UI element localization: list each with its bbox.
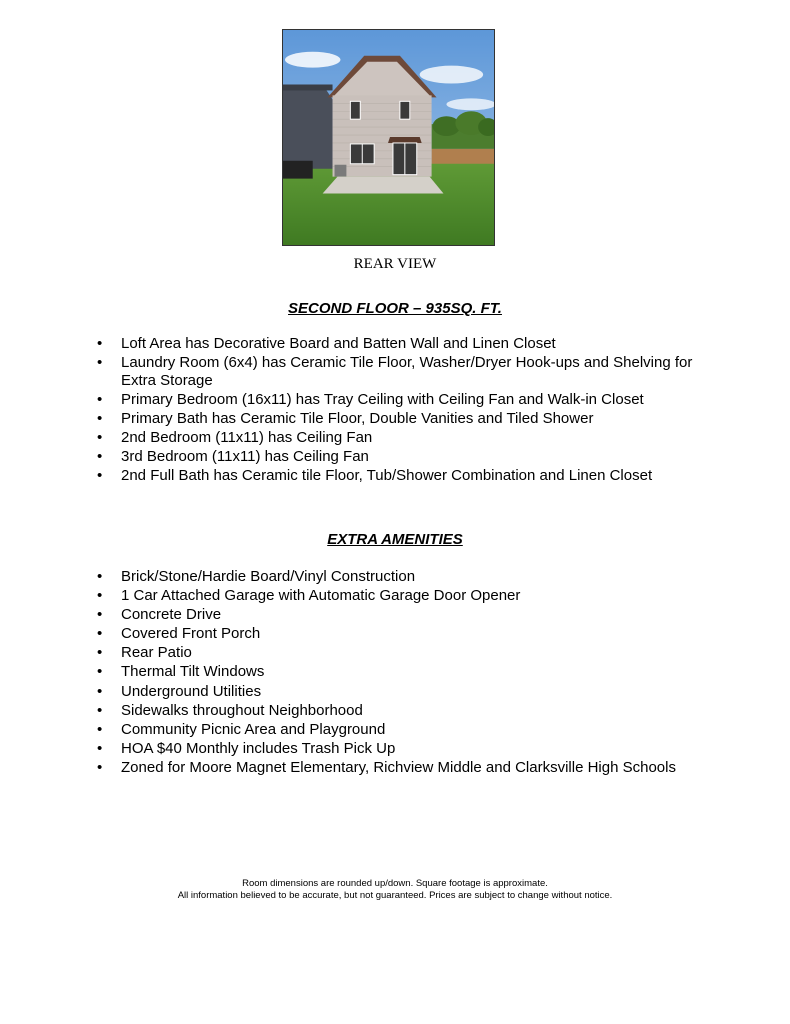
list-item-text: Laundry Room (6x4) has Ceramic Tile Floor, Washer/Dryer Hook-ups and Shelving for Extra Storage	[121, 354, 693, 389]
list-item-text: Thermal Tilt Windows	[121, 663, 265, 681]
list-item-text: Covered Front Porch	[121, 625, 261, 643]
list-item-text: Community Picnic Area and Playground	[121, 720, 386, 738]
bullet-icon: •	[97, 335, 103, 352]
list-item	[97, 740, 707, 758]
bullet-icon: •	[97, 447, 103, 465]
list-item	[97, 644, 707, 662]
bullet-icon: •	[97, 409, 103, 427]
list-item	[97, 354, 707, 389]
footer-disclaimer	[0, 878, 790, 902]
list-item-text: Rear Patio	[121, 644, 192, 662]
bullet-icon: •	[97, 644, 103, 662]
list-item	[97, 721, 707, 739]
list-item	[97, 702, 707, 720]
extra-amenities-heading: EXTRA AMENITIES	[327, 531, 463, 548]
list-item	[97, 663, 707, 681]
bullet-icon: •	[97, 467, 103, 485]
list-item-text: 1 Car Attached Garage with Automatic Garage Door Opener	[121, 587, 521, 605]
bullet-icon: •	[97, 739, 103, 757]
extra-amenities-list	[97, 568, 707, 778]
photo-caption: REAR VIEW	[353, 256, 437, 272]
second-floor-list	[97, 335, 707, 486]
bullet-icon: •	[97, 428, 103, 446]
list-item-text: Sidewalks throughout Neighborhood	[121, 701, 363, 719]
bullet-icon: •	[97, 568, 103, 585]
list-item	[97, 625, 707, 643]
list-item	[97, 568, 707, 586]
list-item	[97, 335, 707, 353]
list-item-text: Concrete Drive	[121, 606, 222, 624]
list-item-text: Brick/Stone/Hardie Board/Vinyl Construction	[121, 568, 416, 585]
bullet-icon: •	[97, 663, 103, 681]
bullet-icon: •	[97, 587, 103, 605]
bullet-icon: •	[97, 720, 103, 738]
list-item	[97, 683, 707, 701]
bullet-icon: •	[97, 390, 103, 408]
bullet-icon: •	[97, 758, 103, 776]
house-rear-illustration	[283, 30, 494, 245]
list-item	[97, 587, 707, 605]
second-floor-heading: SECOND FLOOR – 935SQ. FT.	[288, 300, 502, 317]
rear-view-photo	[282, 29, 495, 246]
list-item-text: 3rd Bedroom (11x11) has Ceiling Fan	[121, 447, 369, 465]
list-item-text: Zoned for Moore Magnet Elementary, Richview Middle and Clarksville High Schools	[121, 758, 676, 776]
list-item-text: 2nd Full Bath has Ceramic tile Floor, Tub/Shower Combination and Linen Closet	[121, 467, 653, 485]
footer-line-1: Room dimensions are rounded up/down. Square footage is approximate.	[242, 878, 548, 889]
bullet-icon: •	[97, 682, 103, 700]
list-item	[97, 429, 707, 447]
bullet-icon: •	[97, 354, 103, 372]
list-item	[97, 391, 707, 409]
bullet-icon: •	[97, 606, 103, 624]
list-item-text: Loft Area has Decorative Board and Batten Wall and Linen Closet	[121, 335, 556, 352]
list-item	[97, 448, 707, 466]
list-item	[97, 410, 707, 428]
list-item	[97, 759, 707, 777]
list-item	[97, 606, 707, 624]
bullet-icon: •	[97, 701, 103, 719]
list-item-text: HOA $40 Monthly includes Trash Pick Up	[121, 739, 396, 757]
list-item	[97, 467, 707, 485]
list-item-text: Primary Bedroom (16x11) has Tray Ceiling with Ceiling Fan and Walk-in Closet	[121, 390, 644, 408]
list-item-text: 2nd Bedroom (11x11) has Ceiling Fan	[121, 428, 373, 446]
bullet-icon: •	[97, 625, 103, 643]
list-item-text: Underground Utilities	[121, 682, 262, 700]
footer-line-2: All information believed to be accurate, but not guaranteed. Prices are subject to change without notice.	[177, 890, 613, 901]
list-item-text: Primary Bath has Ceramic Tile Floor, Double Vanities and Tiled Shower	[121, 409, 594, 427]
